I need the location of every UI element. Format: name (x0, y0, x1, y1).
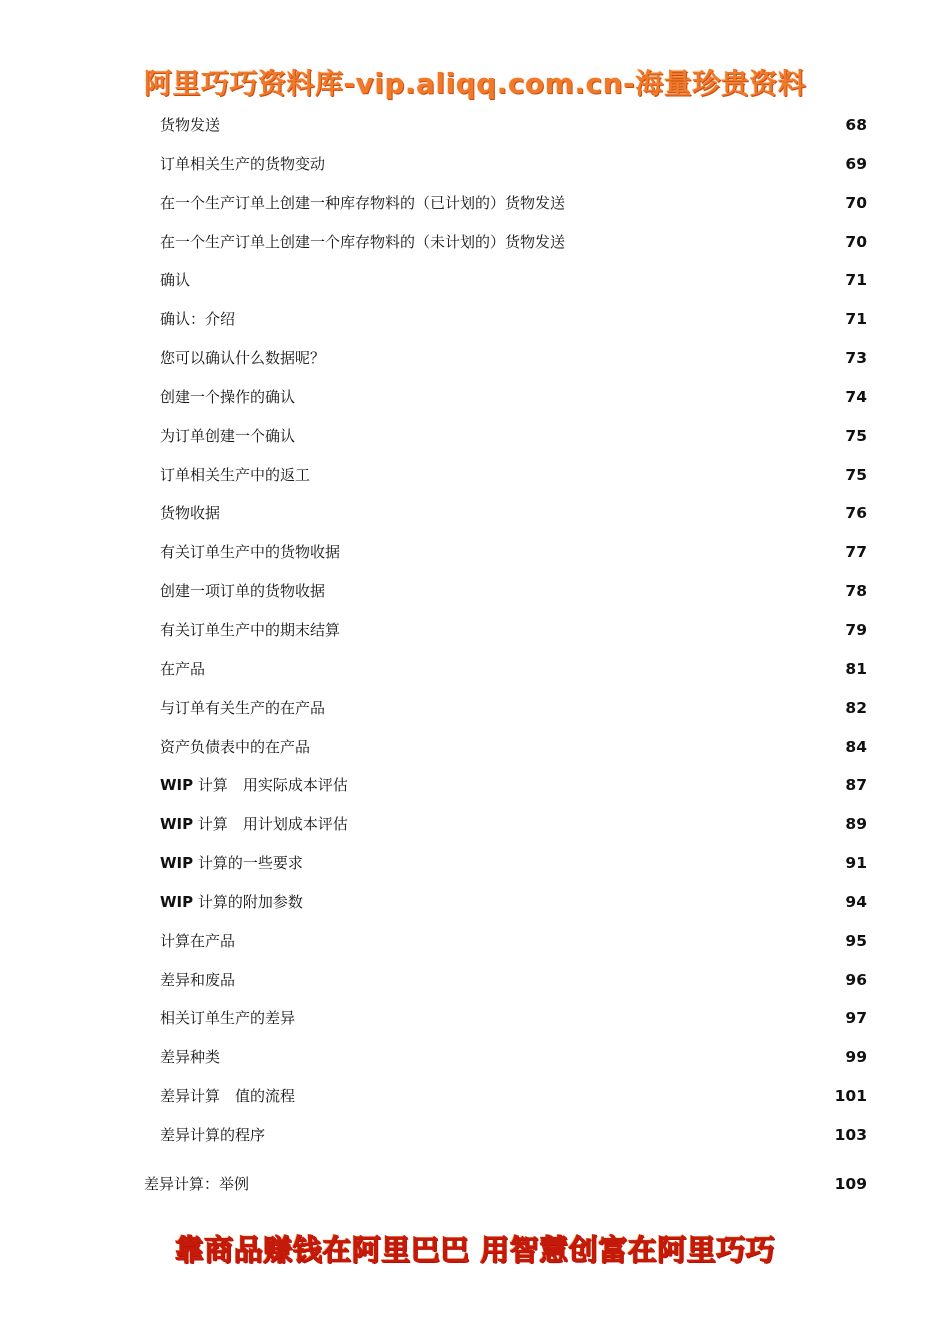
toc-entry-page: 75 (845, 465, 867, 484)
footer-banner: 靠商品赚钱在阿里巴巴 用智慧创富在阿里巧巧 (174, 1233, 776, 1267)
toc-entry-title: 与订单有关生产的在产品 (160, 698, 326, 717)
toc-entry-page: 103 (834, 1125, 867, 1144)
toc-entry-title: 差异种类 (160, 1048, 221, 1067)
toc-entry-page: 82 (845, 698, 867, 717)
toc-entry[interactable] (0, 261, 950, 300)
toc-entry[interactable] (0, 883, 950, 922)
toc-entry-title: 资产负债表中的在产品 (160, 737, 311, 756)
toc-entry-title: 有关订单生产中的货物收据 (160, 543, 341, 562)
toc-entry[interactable] (0, 1116, 950, 1155)
toc-entry[interactable] (0, 999, 950, 1038)
toc-entry-title: 订单相关生产的货物变动 (160, 154, 326, 173)
toc-entry-page: 96 (845, 970, 867, 989)
toc-entry[interactable] (0, 922, 950, 961)
toc-entry-page: 68 (845, 116, 867, 134)
toc-entry-page: 101 (834, 1087, 867, 1106)
toc-entry-page: 75 (845, 426, 867, 445)
toc-entry-page: 71 (845, 310, 867, 329)
toc-entry[interactable] (0, 145, 950, 184)
toc-entry[interactable] (0, 456, 950, 495)
toc-entry-title: 计算的一些要求 (193, 854, 303, 873)
toc-entry-title: 货物收据 (160, 504, 221, 523)
toc-entry-page: 87 (845, 776, 867, 795)
toc-entry-title: 确认 (160, 271, 191, 290)
toc-entry-page: 73 (845, 349, 867, 368)
toc-entry[interactable] (0, 611, 950, 650)
toc-entry[interactable] (0, 300, 950, 339)
toc-entry-title: 确认：介绍 (160, 310, 236, 329)
toc-entry[interactable] (0, 689, 950, 728)
toc-entry-page: 70 (845, 232, 867, 251)
toc-entry-title: 创建一个操作的确认 (160, 387, 296, 406)
toc-entry-title: 您可以确认什么数据呢？ (160, 349, 326, 368)
toc-entry[interactable] (0, 184, 950, 223)
toc-entry-page: 89 (845, 815, 867, 834)
toc-entry-title: 差异计算：举例 (144, 1174, 250, 1193)
toc-entry[interactable] (0, 494, 950, 533)
toc-entry-page: 70 (845, 193, 867, 212)
toc-entry-title: 差异计算的程序 (160, 1125, 266, 1144)
toc-entry-page: 97 (845, 1009, 867, 1028)
toc-entry-page: 84 (845, 737, 867, 756)
toc-entry-title: 订单相关生产中的返工 (160, 465, 311, 484)
toc-entry-title-wrap (160, 844, 303, 882)
toc-entry[interactable] (0, 533, 950, 572)
toc-entry-title-wrap (160, 805, 348, 843)
toc-entry[interactable] (0, 339, 950, 378)
toc-entry-title-wrap (160, 883, 303, 921)
toc-entry[interactable] (0, 650, 950, 689)
table-of-contents (0, 106, 950, 1204)
toc-entry-title: 差异计算 值的流程 (160, 1087, 296, 1106)
toc-entry-title-prefix: WIP (160, 776, 194, 795)
toc-entry[interactable] (0, 417, 950, 456)
toc-entry-title: 在一个生产订单上创建一种库存物料的（已计划的）货物发送 (160, 193, 566, 212)
toc-entry[interactable] (0, 844, 950, 883)
toc-entry-title-wrap (160, 766, 348, 804)
toc-entry[interactable] (0, 728, 950, 767)
toc-entry-title: 在产品 (160, 659, 206, 678)
toc-entry[interactable] (0, 766, 950, 805)
toc-entry[interactable] (0, 1038, 950, 1077)
toc-entry-title: 创建一项订单的货物收据 (160, 582, 326, 601)
toc-entry[interactable] (0, 805, 950, 844)
toc-entry-page: 81 (845, 659, 867, 678)
toc-entry-title: 计算的附加参数 (193, 892, 303, 911)
toc-entry-page: 76 (845, 504, 867, 523)
toc-entry-title: 差异和废品 (160, 970, 236, 989)
toc-entry[interactable] (0, 378, 950, 417)
toc-entry-title: 有关订单生产中的期末结算 (160, 620, 341, 639)
toc-entry[interactable] (0, 572, 950, 611)
toc-entry-page: 99 (845, 1048, 867, 1067)
toc-entry-title: 计算 用实际成本评估 (193, 776, 348, 795)
toc-entry-title-prefix: WIP (160, 815, 194, 834)
toc-entry-page: 109 (834, 1174, 867, 1193)
toc-entry-title-prefix: WIP (160, 854, 194, 873)
toc-entry-title: 计算 用计划成本评估 (193, 815, 348, 834)
toc-entry-title: 在一个生产订单上创建一个库存物料的（未计划的）货物发送 (160, 232, 566, 251)
toc-entry[interactable] (0, 961, 950, 1000)
toc-entry-page: 95 (845, 931, 867, 950)
toc-entry-page: 94 (845, 892, 867, 911)
toc-entry[interactable] (0, 1077, 950, 1116)
toc-entry[interactable] (0, 223, 950, 262)
toc-entry-page: 77 (845, 543, 867, 562)
toc-entry-page: 78 (845, 582, 867, 601)
toc-top-level-entry[interactable] (0, 1165, 950, 1204)
toc-entry-page: 69 (845, 154, 867, 173)
toc-entry-title: 为订单创建一个确认 (160, 426, 296, 445)
toc-entry-page: 74 (845, 387, 867, 406)
toc-entry-title: 相关订单生产的差异 (160, 1009, 296, 1028)
toc-entry-title: 计算在产品 (160, 931, 236, 950)
toc-entry-title: 货物发送 (160, 116, 221, 134)
toc-entry-page: 91 (845, 854, 867, 873)
header-banner: 阿里巧巧资料库-vip.aliqq.com.cn-海量珍贵资料 (143, 67, 807, 100)
toc-entry-page: 79 (845, 620, 867, 639)
toc-entry[interactable] (0, 106, 950, 145)
toc-entry-page: 71 (845, 271, 867, 290)
toc-entry-title-prefix: WIP (160, 892, 194, 911)
